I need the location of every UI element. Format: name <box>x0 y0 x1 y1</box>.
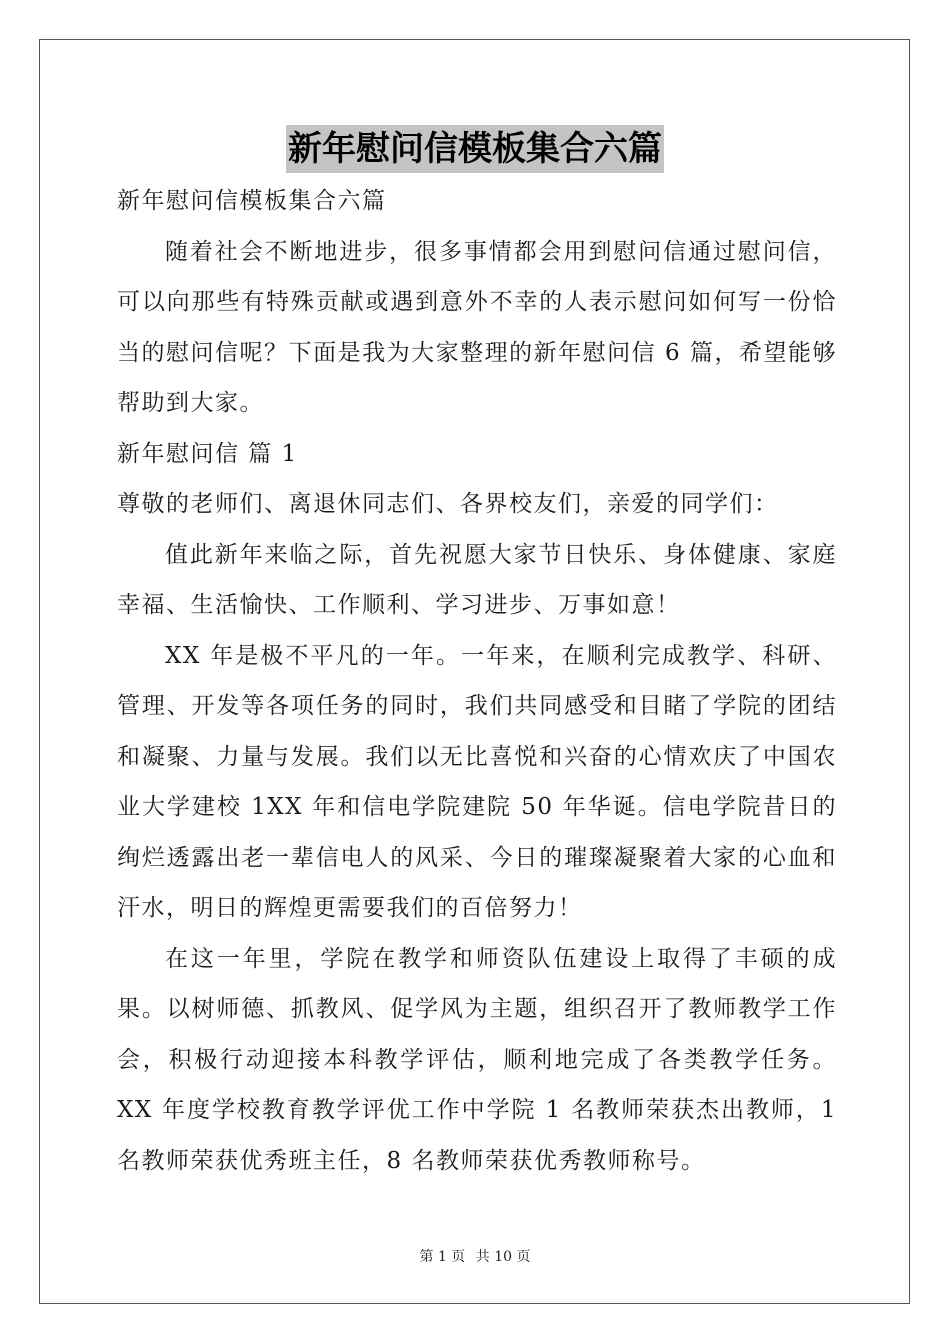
title-container <box>0 125 950 173</box>
page-number: 第 1 页 <box>419 1249 466 1265</box>
document-body <box>117 176 837 1186</box>
paragraph-intro: 随着社会不断地进步，很多事情都会用到慰问信通过慰问信，可以向那些有特殊贡献或遇到意外不幸的人表示慰问如何写一份恰当的慰问信呢？下面是我为大家整理的新年慰问信 6 篇，希望能够帮助到大家。 <box>117 238 837 416</box>
total-pages: 共 10 页 <box>475 1249 531 1265</box>
paragraph-subtitle: 新年慰问信模板集合六篇 <box>117 188 387 214</box>
section-heading: 新年慰问信 篇 1 <box>117 440 298 467</box>
paragraph-achievements: 在这一年里，学院在教学和师资队伍建设上取得了丰硕的成果。以树师德、抓教风、促学风为主题，组织召开了教师教学工作会，积极行动迎接本科教学评估，顺利地完成了各类教学任务。XX 年度学校教育教学评优工作中学院 1 名教师荣获杰出教师，1 名教师荣获优秀班主任，8 名教师荣获优秀教师称号。 <box>117 945 837 1174</box>
paragraph-greeting: 值此新年来临之际，首先祝愿大家节日快乐、身体健康、家庭幸福、生活愉快、工作顺利、学习进步、万事如意！ <box>117 541 837 618</box>
page-footer <box>0 1246 950 1266</box>
salutation: 尊敬的老师们、离退休同志们、各界校友们，亲爱的同学们： <box>117 491 779 517</box>
paragraph-review: XX 年是极不平凡的一年。一年来，在顺利完成教学、科研、管理、开发等各项任务的同时，我们共同感受和目睹了学院的团结和凝聚、力量与发展。我们以无比喜悦和兴奋的心情欢庆了中国农业大学建校 1XX 年和信电学院建院 50 年华诞。信电学院昔日的绚烂透露出老一辈信电人的风采、今日的璀璨凝聚着大家的心血和汗水，明日的辉煌更需要我们的百倍努力！ <box>117 642 837 921</box>
document-title: 新年慰问信模板集合六篇 <box>286 125 664 173</box>
